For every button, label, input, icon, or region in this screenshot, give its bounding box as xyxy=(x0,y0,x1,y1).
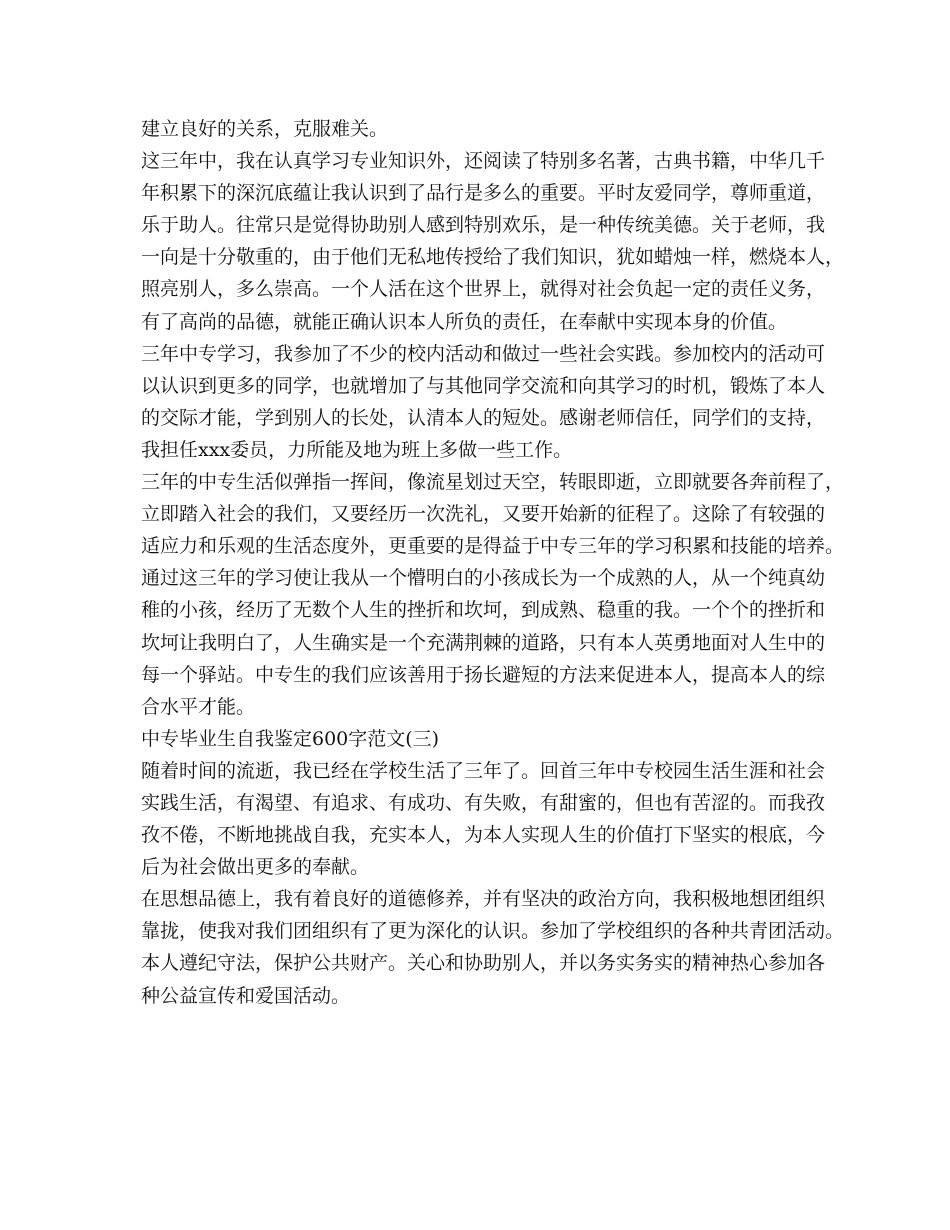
text-line: 以认识到更多的同学，也就增加了与其他同学交流和向其学习的时机，锻炼了本人 xyxy=(141,374,826,397)
text-line: 稚的小孩，经历了无数个人生的挫折和坎坷，到成熟、稳重的我。一个个的挫折和 xyxy=(141,599,826,622)
text-line: 这三年中，我在认真学习专业知识外，还阅读了特别多名著，古典书籍，中华几千 xyxy=(141,150,826,173)
text-line: 立即踏入社会的我们，又要经历一次洗礼，又要开始新的征程了。这除了有较强的 xyxy=(141,503,826,526)
text-line: 每一个驿站。中专生的我们应该善用于扬长避短的方法来促进本人，提高本人的综 xyxy=(141,663,826,686)
text-line: 乐于助人。往常只是觉得协助别人感到特别欢乐，是一种传统美德。关于老师，我 xyxy=(141,214,826,237)
text-line: 有了高尚的品德，就能正确认识本人所负的责任，在奉献中实现本身的价值。 xyxy=(141,310,788,333)
text-line: 后为社会做出更多的奉献。 xyxy=(141,856,370,879)
text-line: 靠拢，使我对我们团组织有了更为深化的认识。参加了学校组织的各种共青团活动。 xyxy=(141,920,845,943)
text-line: 年积累下的深沉底蕴让我认识到了品行是多么的重要。平时友爱同学，尊师重道， xyxy=(141,182,826,205)
text-line: 种公益宣传和爱国活动。 xyxy=(141,984,351,1007)
text-line: 坎坷让我明白了，人生确实是一个充满荆棘的道路，只有本人英勇地面对人生中的 xyxy=(141,631,826,654)
text-line: 实践生活，有渴望、有追求、有成功、有失败，有甜蜜的，但也有苦涩的。而我孜 xyxy=(141,791,826,814)
text-line: 孜不倦，不断地挑战自我，充实本人，为本人实现人生的价值打下坚实的根底，今 xyxy=(141,824,826,847)
section-heading: 中专毕业生自我鉴定600字范文(三) xyxy=(141,727,440,750)
text-line: 合水平才能。 xyxy=(141,695,256,718)
document-body xyxy=(141,113,845,1012)
text-line: 适应力和乐观的生活态度外，更重要的是得益于中专三年的学习积累和技能的培养。 xyxy=(141,535,845,558)
text-line: 照亮别人，多么崇高。一个人活在这个世界上，就得对社会负起一定的责任义务， xyxy=(141,278,826,301)
text-line: 的交际才能，学到别人的长处，认清本人的短处。感谢老师信任，同学们的支持， xyxy=(141,406,826,429)
text-line: 本人遵纪守法，保护公共财产。关心和协助别人，并以务实务实的精神热心参加各 xyxy=(141,952,826,975)
text-line: 三年的中专生活似弹指一挥间，像流星划过天空，转眼即逝，立即就要各奔前程了， xyxy=(141,471,845,494)
text-line: 三年中专学习，我参加了不少的校内活动和做过一些社会实践。参加校内的活动可 xyxy=(141,342,826,365)
text-line: 一向是十分敬重的，由于他们无私地传授给了我们知识，犹如蜡烛一样，燃烧本人， xyxy=(141,246,845,269)
text-line: 我担任xxx委员，力所能及地为班上多做一些工作。 xyxy=(141,438,573,461)
text-line: 建立良好的关系，克服难关。 xyxy=(141,118,389,140)
text-line: 在思想品德上，我有着良好的道德修养，并有坚决的政治方向，我积极地想团组织 xyxy=(141,888,826,911)
text-line: 通过这三年的学习使让我从一个懵明白的小孩成长为一个成熟的人，从一个纯真幼 xyxy=(141,567,826,590)
text-line: 随着时间的流逝，我已经在学校生活了三年了。回首三年中专校园生活生涯和社会 xyxy=(141,759,826,782)
